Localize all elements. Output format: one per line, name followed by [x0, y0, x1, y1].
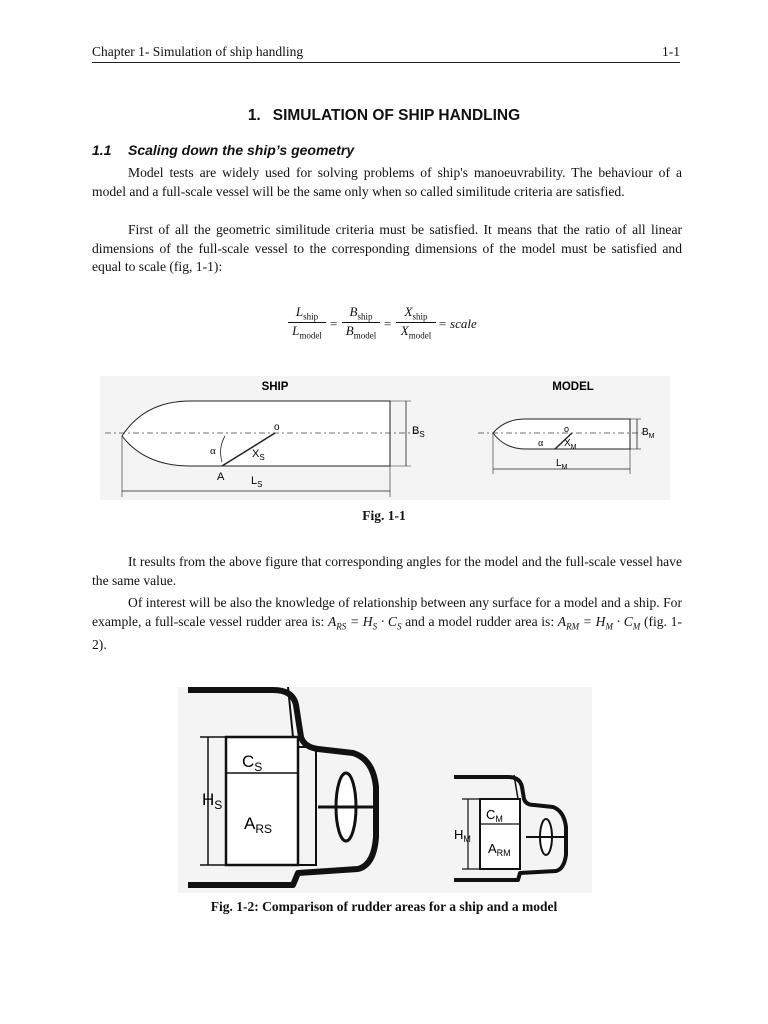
ars-main: A	[244, 814, 256, 833]
eq-sub: model	[353, 330, 377, 341]
hs-sub: S	[214, 798, 223, 812]
eq-sub: ship	[412, 311, 428, 322]
eq-X: X	[400, 322, 409, 338]
ship-A-label: A	[217, 471, 225, 483]
scale-equation	[288, 304, 508, 350]
ship-origin-label: o	[274, 422, 280, 433]
hm-main: H	[454, 827, 464, 842]
equals-sign: =	[384, 316, 392, 331]
eq-L: L	[292, 322, 300, 338]
paragraph-4	[92, 594, 682, 654]
equation-rhs: = scale	[438, 316, 477, 331]
cs-main: C	[242, 752, 255, 771]
eq-B: B	[345, 322, 354, 338]
fraction-length	[288, 304, 326, 340]
section-title: SIMULATION OF SHIP HANDLING	[272, 107, 521, 124]
hs-main: H	[202, 790, 215, 809]
cm-sub: M	[495, 814, 503, 824]
lm-main: L	[556, 458, 562, 469]
figure-1-2-caption: Fig. 1-2: Comparison of rudder areas for a ship and a model	[210, 899, 558, 914]
model-origin-label: o	[564, 424, 570, 434]
ars-sub: RS	[255, 822, 273, 836]
eq-X: X	[404, 304, 413, 319]
eq-sub: ship	[357, 311, 373, 322]
eq-L: L	[295, 304, 304, 319]
figure-1-1-caption: Fig. 1-1	[362, 508, 406, 523]
section-heading	[0, 107, 768, 125]
model-rudder-area-formula: $A_{RM} = H_M \cdot C_M$	[557, 613, 641, 632]
ship-alpha-label: α	[210, 445, 216, 457]
model-label: MODEL	[552, 381, 594, 393]
eq-B: B	[349, 304, 358, 319]
subsection-number: 1.1	[92, 142, 112, 158]
cm-main: C	[486, 807, 496, 822]
header-chapter-title: Chapter 1- Simulation of ship handling	[92, 44, 304, 59]
ship-label: SHIP	[261, 381, 289, 393]
figure-1-1-ship-model-diagram	[100, 376, 670, 500]
bs-main: B	[412, 425, 420, 437]
page-header	[92, 44, 680, 63]
xs-main: X	[252, 448, 260, 460]
ls-main: L	[251, 475, 258, 487]
ls-sub: S	[257, 480, 263, 489]
xm-sub: M	[570, 444, 577, 451]
xm-main: X	[564, 438, 571, 449]
model-hull-outline	[493, 419, 630, 449]
arm-main: A	[488, 841, 497, 856]
model-alpha-label: α	[538, 438, 544, 449]
header-page-number: 1-1	[662, 44, 680, 59]
fraction-beam	[342, 304, 380, 340]
cs-sub: S	[254, 760, 263, 774]
subsection-heading	[92, 142, 354, 158]
paragraph-4-text-after: (fig. 1-2).	[92, 613, 683, 652]
section-number: 1.	[247, 107, 261, 124]
paragraph-3: It results from the above figure that corresponding angles for the model and the full-scale vessel have the same value.	[92, 554, 682, 588]
ship-rudder	[226, 737, 298, 865]
fraction-x	[396, 304, 436, 340]
bs-sub: S	[419, 430, 425, 439]
paragraph-4-text-before: Of interest will be also the knowledge of relationship between any surface for a model and a ship. For example, a full-scale vessel rudder area is:	[92, 595, 682, 629]
paragraph-4-text-mid: and a model rudder area is:	[401, 613, 558, 629]
paragraph-1: Model tests are widely used for solving problems of ship's manoeuvrability. The behaviour of a model and a full-scale vessel will be the same only when so called similitude criteria are satisfied.	[92, 165, 682, 199]
hm-sub: M	[463, 834, 471, 844]
eq-sub: model	[408, 330, 432, 341]
subsection-title: Scaling down the ship’s geometry	[128, 142, 355, 158]
equals-sign: =	[330, 316, 338, 331]
lm-sub: M	[561, 464, 568, 471]
arm-sub: RM	[496, 848, 511, 858]
figure-1-2-rudder-comparison	[178, 687, 592, 893]
paragraph-2: First of all the geometric similitude criteria must be satisfied. It means that the ratio of all linear dimensions of the full-scale vessel to the corresponding dimensions of the model must be satisfied and equal to scale (fig, 1-1):	[92, 222, 682, 274]
eq-sub: model	[299, 330, 322, 341]
ship-rudder-area-formula: $A_{RS} = H_S \cdot C_S$	[327, 613, 402, 632]
xs-sub: S	[259, 453, 265, 462]
bm-sub: M	[648, 433, 655, 440]
bm-main: B	[642, 427, 649, 438]
eq-sub: ship	[303, 311, 319, 322]
